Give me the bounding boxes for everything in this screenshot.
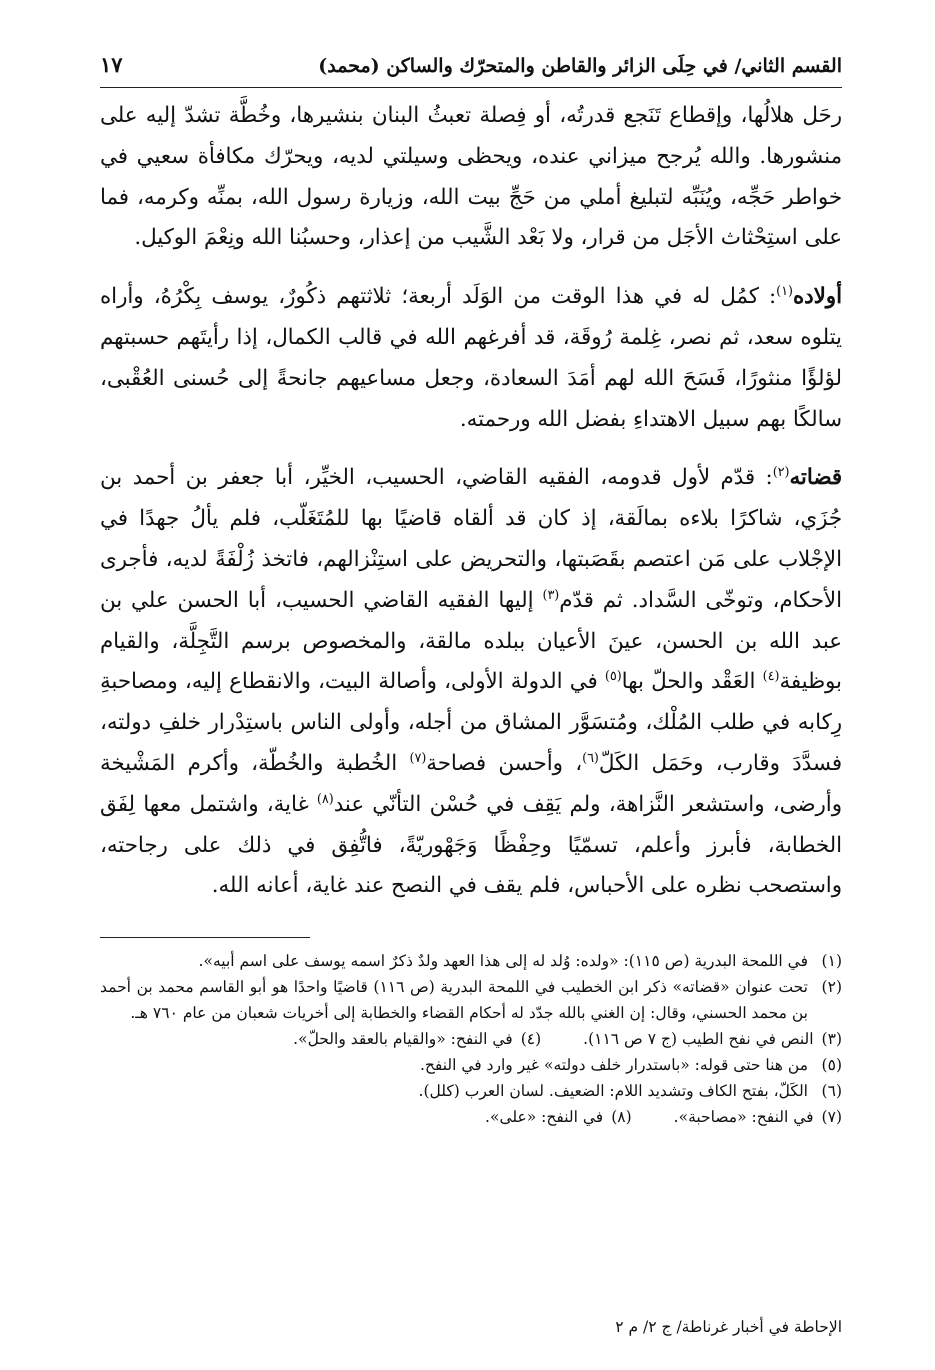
footnote-ref-1: (١) — [776, 284, 793, 300]
footnote-number: (٧) — [821, 1108, 842, 1127]
judges-text-e: ، وأحسن فصاحة — [426, 750, 583, 776]
judges-text-d: في الدولة الأولى، وأصالة البيت، والانقطاع إليه، ومصاحبةِ رِكابه في طلب المُلْك، ومُتسَوَّر المشاق من أجله، وأولى الناس باستِدْرار خلفِ دولته، فسدَّدَ وقارب، وحَمَل الكَلّ — [100, 669, 842, 776]
page-number: ١٧ — [100, 52, 123, 77]
footnote-3 — [583, 1026, 842, 1052]
paragraph-judges — [100, 458, 842, 907]
paragraph-children-text: : كمُل له في هذا الوقت من الوَلَد أربعة؛ ثلاثتهم ذكُورٌ، يوسف بِكْرُهُ، وأراه يتلوه سعد، ثم نصر، غِلمة رُوقَة، قد أفرغهم الله في قالب الكمال، إذا رأيتَهم حسبتهم لؤلؤًا منثورًا، فَسَحَ الله لهم أمَدَ السعادة، وجعل مساعيهم جانحةً إلى حُسنى العُقْبى، سالكًا بهم سبيل الاهتداءِ بفضل الله ورحمته. — [100, 284, 842, 432]
printer-signature: الإحاطة في أخبار غرناطة/ ج ٢/ م ٢ — [615, 1318, 842, 1336]
paragraph-1: رحَل هلالُها، وإقطاع تَنَجع قدرتُه، أو فِصلة تعبثُ البنان بنشيرها، وخُطَّة تشدّ إليه على منشورها. والله يُرجح ميزاني عنده، ويحظى وسيلتي لديه، ويحرّك مكافأة سعيي في خواطر حَجِّه، ويُنَبِّه لتبليغ أملي من حَجِّ بيت الله، وزيارة رسول الله، بمنِّه وكرمه، فما على استِحْثاث الأجَل من قرار، ولا بَعْد الشَّيب من إعذار، وحسبُنا الله ونِعْمَ الوكيل. — [100, 103, 842, 251]
footnote-text: في النفح: «مصاحبة». — [673, 1108, 814, 1127]
footnote-number: (٣) — [821, 1030, 842, 1049]
footnote-ref-3: (٣) — [542, 587, 560, 603]
judges-text-b: إليها الفقيه القاضي الحسيب، أبا الحسن علي بن عبد الله بن الحسن، عينَ الأعيان ببلده مالقة، والمخصوص برسم التَّجِلَّة، والقيام بوظيفة — [100, 587, 842, 695]
footnote-5 — [100, 1052, 842, 1078]
paragraph-children — [100, 277, 842, 440]
footnote-number: (٢) — [821, 978, 842, 997]
footnote-8 — [485, 1104, 632, 1130]
footnote-number: (٥) — [821, 1056, 842, 1075]
footnote-text: الكَلّ، بفتح الكاف وتشديد اللام: الضعيف. لسان العرب (كلل). — [418, 1082, 808, 1101]
footnote-text: في اللمحة البدرية (ص ١١٥): «ولده: وُلد له إلى هذا العهد ولدٌ ذكرٌ اسمه يوسف على اسم أبيه». — [198, 952, 808, 971]
footnote-text: تحت عنوان «قضاته» ذكر ابن الخطيب في اللمحة البدرية (ص ١١٦) قاضيًا واحدًا هو أبو القاسم محمد بن أحمد بن محمد الحسني، وقال: إن الغني بالله جدّد له أحكام القضاء والخطابة إلى أخريات شعبان من عام ٧٦٠ هـ. — [100, 978, 808, 1023]
footnote-text: في النفح: «على». — [485, 1108, 604, 1127]
section-lead-children: أولاده — [793, 284, 842, 310]
footnote-ref-6: (٦) — [582, 750, 599, 766]
running-header — [100, 50, 842, 88]
header-title: القسم الثاني/ في حِلَى الزائر والقاطن والمتحرّك والساكن (محمد) — [318, 55, 842, 77]
footnote-number: (٨) — [611, 1108, 632, 1127]
footnote-ref-8: (٨) — [316, 791, 334, 807]
footnote-text: في النفح: «والقيام بالعقد والحلّ». — [293, 1030, 513, 1049]
footnote-divider — [100, 937, 310, 938]
judges-text-f: الخُطبة والخُطّة، وأكرم المَشْيخة وأرضى، واستشعر النَّزاهة، ولم يَقِف في حُسْن التأنّي عند — [100, 750, 842, 817]
judges-text-a: : قدّم لأول قدومه، الفقيه القاضي، الحسيب، الخيِّر، أبا جعفر بن أحمد بن جُزَي، شاكرًا بلاءه بمالَقة، إذ كان قد ألقاه قاضيًا بها للمُتَغَلّب، فلم يألُ جهدًا في الإجْلاب على مَن اعتصم بقَصَبتها، والتحريض على استِنْزالهم، فاتخذ زُلْفَةً لديه، فأجرى الأحكام، وتوخّى السَّداد. ثم قدّم — [100, 465, 842, 613]
footnote-number: (٤) — [520, 1030, 542, 1049]
footnote-2 — [100, 974, 842, 1026]
footnote-text: من هنا حتى قوله: «باستدرار خلف دولته» غير وارد في النفح. — [419, 1056, 808, 1075]
judges-text-c: العَقْد والحلّ بها — [621, 669, 763, 695]
footnote-number: (١) — [821, 952, 842, 971]
footnote-4 — [293, 1026, 541, 1052]
footnotes-3-4 — [100, 1026, 842, 1052]
footnote-ref-4: (٤) — [762, 669, 780, 685]
section-lead-judges: قضاته — [789, 465, 842, 491]
footnote-6 — [100, 1078, 842, 1104]
footnote-number: (٦) — [821, 1082, 842, 1101]
footnotes-7-8 — [100, 1104, 842, 1130]
footnote-1 — [100, 948, 842, 974]
footnotes — [100, 948, 842, 1130]
footnote-7 — [674, 1104, 842, 1130]
book-page — [100, 50, 842, 1336]
main-text — [100, 96, 842, 907]
footnote-ref-5: (٥) — [604, 669, 622, 685]
judges-text-g: غاية، واشتمل معها لِفَق الخطابة، فأبرز وأعلم، تسمّيًا وحِفْظًا وَجَهْوريّةً، فاتُّفِق في ذلك على رجاحته، واستصحب نظره على الأحباس، فلم يقف في النصح عند غاية، أعانه الله. — [100, 791, 842, 899]
footnote-ref-7: (٧) — [409, 750, 427, 766]
footnote-text: النص في نفح الطيب (ج ٧ ص ١١٦). — [583, 1030, 814, 1049]
footnote-ref-2: (٢) — [772, 465, 790, 481]
